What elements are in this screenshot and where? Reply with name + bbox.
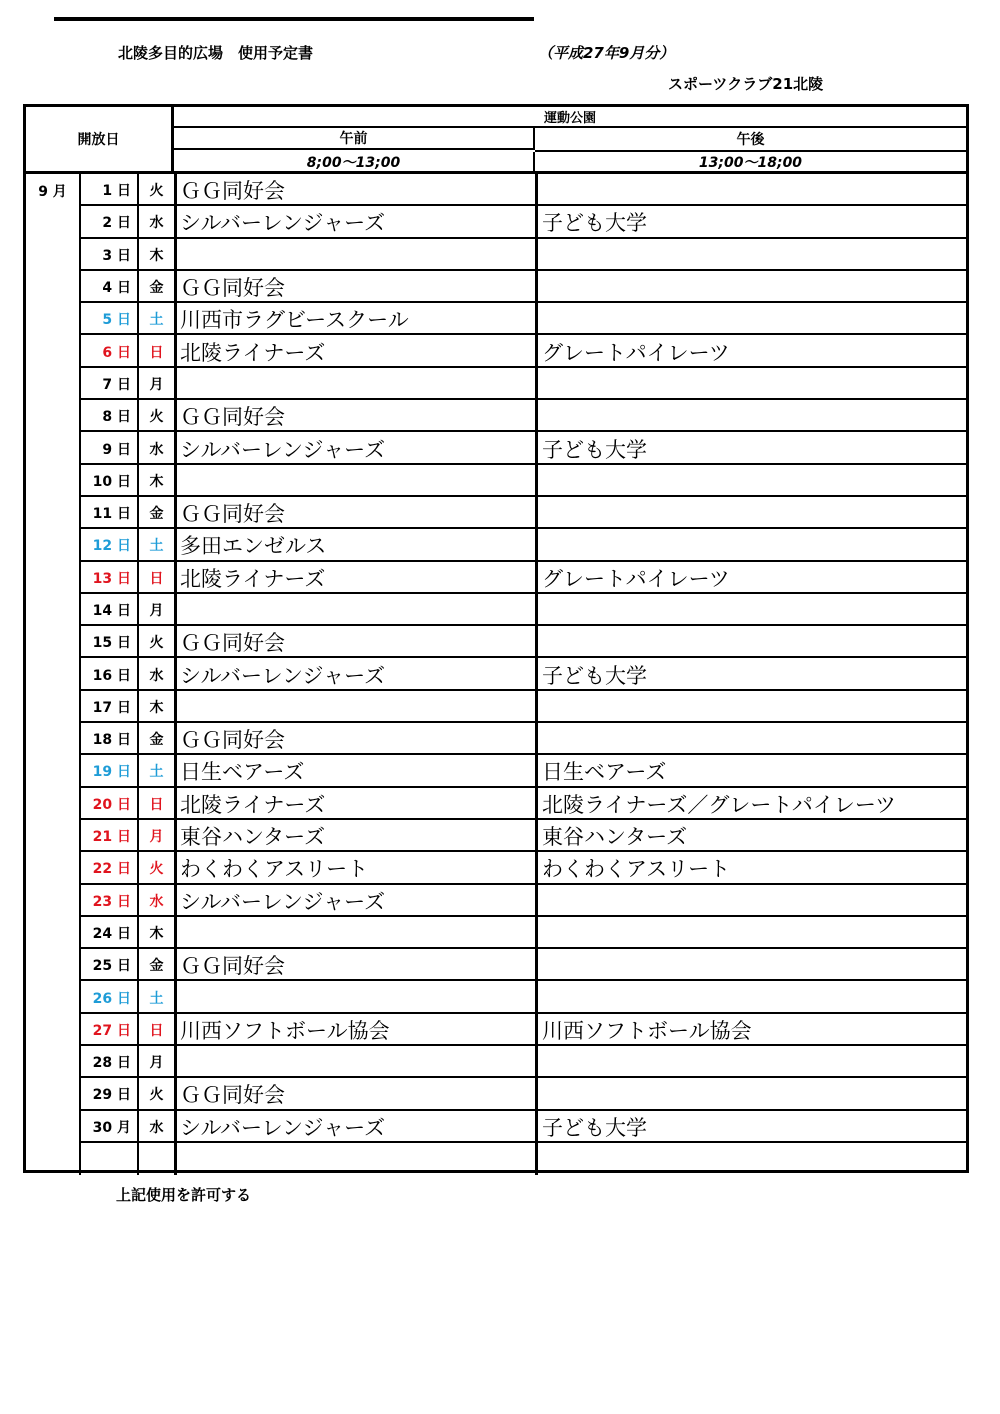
- pm-booking-cell: [535, 465, 966, 497]
- pm-booking-cell: 日生ベアーズ: [535, 755, 966, 787]
- am-booking-cell: ＧＧ同好会: [174, 949, 535, 981]
- day-cell: 20 日: [79, 788, 137, 820]
- table-row: [26, 335, 966, 367]
- table-row: [26, 626, 966, 658]
- am-booking-cell: わくわくアスリート: [174, 852, 535, 884]
- am-booking-cell: ＧＧ同好会: [174, 497, 535, 529]
- table-row: [26, 368, 966, 400]
- pm-booking-cell: 子ども大学: [535, 1111, 966, 1143]
- weekday-cell: 木: [137, 465, 174, 497]
- am-booking-cell: シルバーレンジャーズ: [174, 1111, 535, 1143]
- pm-booking-cell: [535, 271, 966, 303]
- day-cell: 9 日: [79, 432, 137, 464]
- day-cell: 15 日: [79, 626, 137, 658]
- pm-booking-cell: 北陵ライナーズ／グレートパイレーツ: [535, 788, 966, 820]
- pm-booking-cell: [535, 917, 966, 949]
- table-row: [26, 497, 966, 529]
- weekday-cell: 火: [137, 174, 174, 206]
- pm-booking-cell: [535, 691, 966, 723]
- am-booking-cell: シルバーレンジャーズ: [174, 432, 535, 464]
- weekday-cell: 木: [137, 691, 174, 723]
- pm-booking-cell: [535, 497, 966, 529]
- top-rule: [54, 17, 534, 21]
- weekday-cell: 火: [137, 1078, 174, 1110]
- am-booking-cell: 北陵ライナーズ: [174, 562, 535, 594]
- weekday-cell: 火: [137, 400, 174, 432]
- am-booking-cell: 川西市ラグビースクール: [174, 303, 535, 335]
- day-cell: 13 日: [79, 562, 137, 594]
- weekday-cell: 日: [137, 1014, 174, 1046]
- day-cell: 25 日: [79, 949, 137, 981]
- day-cell: 22 日: [79, 852, 137, 884]
- weekday-cell: 火: [137, 626, 174, 658]
- day-cell: 24 日: [79, 917, 137, 949]
- pm-booking-cell: [535, 1046, 966, 1078]
- pm-booking-cell: [535, 239, 966, 271]
- weekday-cell: 土: [137, 303, 174, 335]
- day-cell: 14 日: [79, 594, 137, 626]
- am-booking-cell: [174, 239, 535, 271]
- weekday-cell: 火: [137, 852, 174, 884]
- pm-booking-cell: グレートパイレーツ: [535, 335, 966, 367]
- table-row: [26, 755, 966, 787]
- weekday-cell: 土: [137, 755, 174, 787]
- pm-booking-cell: [535, 885, 966, 917]
- day-cell: 1 日: [79, 174, 137, 206]
- am-time: 8;00～13;00: [174, 152, 535, 171]
- weekday-cell: 土: [137, 981, 174, 1013]
- am-booking-cell: 東谷ハンターズ: [174, 820, 535, 852]
- weekday-cell: 金: [137, 497, 174, 529]
- table-row: [26, 1014, 966, 1046]
- table-row: [26, 1046, 966, 1078]
- weekday-cell: 日: [137, 562, 174, 594]
- am-booking-cell: [174, 691, 535, 723]
- day-cell: 11 日: [79, 497, 137, 529]
- month-cell: 9 月: [38, 184, 67, 200]
- open-day-header: 開放日: [26, 107, 174, 171]
- period-label: （平成27年9月分）: [538, 44, 675, 62]
- venue-header: 運動公園: [174, 107, 966, 128]
- am-booking-cell: [174, 368, 535, 400]
- day-cell: 17 日: [79, 691, 137, 723]
- day-cell: 30 月: [79, 1111, 137, 1143]
- am-booking-cell: [174, 917, 535, 949]
- weekday-cell: 水: [137, 1111, 174, 1143]
- day-cell: 10 日: [79, 465, 137, 497]
- schedule-rows: [26, 174, 966, 1175]
- day-cell: 6 日: [79, 335, 137, 367]
- am-booking-cell: ＧＧ同好会: [174, 174, 535, 206]
- table-row: [26, 465, 966, 497]
- am-booking-cell: [174, 594, 535, 626]
- pm-booking-cell: [535, 981, 966, 1013]
- am-booking-cell: ＧＧ同好会: [174, 271, 535, 303]
- weekday-cell: 金: [137, 271, 174, 303]
- pm-booking-cell: [535, 949, 966, 981]
- weekday-cell: 月: [137, 368, 174, 400]
- pm-booking-cell: [535, 400, 966, 432]
- weekday-cell: 金: [137, 949, 174, 981]
- day-cell: 19 日: [79, 755, 137, 787]
- table-row: [26, 981, 966, 1013]
- weekday-cell: [137, 1143, 174, 1175]
- am-booking-cell: シルバーレンジャーズ: [174, 206, 535, 238]
- am-booking-cell: ＧＧ同好会: [174, 400, 535, 432]
- day-cell: 5 日: [79, 303, 137, 335]
- day-cell: 28 日: [79, 1046, 137, 1078]
- day-cell: 4 日: [79, 271, 137, 303]
- weekday-cell: 月: [137, 820, 174, 852]
- day-cell: 23 日: [79, 885, 137, 917]
- table-row: [26, 562, 966, 594]
- weekday-cell: 木: [137, 917, 174, 949]
- am-booking-cell: 北陵ライナーズ: [174, 788, 535, 820]
- day-cell: 7 日: [79, 368, 137, 400]
- am-booking-cell: シルバーレンジャーズ: [174, 658, 535, 690]
- table-row: [26, 594, 966, 626]
- day-cell: 16 日: [79, 658, 137, 690]
- weekday-cell: 水: [137, 885, 174, 917]
- am-booking-cell: 北陵ライナーズ: [174, 335, 535, 367]
- pm-booking-cell: 子ども大学: [535, 432, 966, 464]
- pm-booking-cell: [535, 626, 966, 658]
- pm-booking-cell: [535, 303, 966, 335]
- pm-time: 13;00～18;00: [698, 154, 803, 171]
- table-row: [26, 949, 966, 981]
- table-row: [26, 691, 966, 723]
- am-booking-cell: 多田エンゼルス: [174, 529, 535, 561]
- weekday-cell: 土: [137, 529, 174, 561]
- table-row: [26, 658, 966, 690]
- pm-booking-cell: 川西ソフトボール協会: [535, 1014, 966, 1046]
- weekday-cell: 水: [137, 206, 174, 238]
- weekday-cell: 水: [137, 432, 174, 464]
- pm-booking-cell: [535, 174, 966, 206]
- am-booking-cell: 日生ベアーズ: [174, 755, 535, 787]
- table-row: [26, 432, 966, 464]
- day-cell: 18 日: [79, 723, 137, 755]
- pm-booking-cell: 子ども大学: [535, 658, 966, 690]
- day-cell: [79, 1143, 137, 1175]
- pm-booking-cell: [535, 594, 966, 626]
- pm-booking-cell: グレートパイレーツ: [535, 562, 966, 594]
- weekday-cell: 月: [137, 594, 174, 626]
- pm-booking-cell: 東谷ハンターズ: [535, 820, 966, 852]
- am-booking-cell: ＧＧ同好会: [174, 723, 535, 755]
- am-booking-cell: [174, 465, 535, 497]
- day-cell: 12 日: [79, 529, 137, 561]
- table-row: [26, 788, 966, 820]
- day-cell: 21 日: [79, 820, 137, 852]
- table-row: [26, 1143, 966, 1175]
- table-row: [26, 820, 966, 852]
- am-booking-cell: [174, 1046, 535, 1078]
- table-row: [26, 303, 966, 335]
- club-name: スポーツクラブ21北陵: [668, 75, 824, 93]
- table-row: [26, 529, 966, 561]
- weekday-cell: 日: [137, 788, 174, 820]
- table-row: [26, 206, 966, 238]
- am-booking-cell: シルバーレンジャーズ: [174, 885, 535, 917]
- pm-booking-cell: [535, 723, 966, 755]
- pm-booking-cell: [535, 1078, 966, 1110]
- weekday-cell: 月: [137, 1046, 174, 1078]
- approval-note: 上記使用を許可する: [116, 1186, 252, 1204]
- day-cell: 29 日: [79, 1078, 137, 1110]
- day-cell: 26 日: [79, 981, 137, 1013]
- table-row: [26, 852, 966, 884]
- day-cell: 2 日: [79, 206, 137, 238]
- table-row: [26, 917, 966, 949]
- pm-booking-cell: 子ども大学: [535, 206, 966, 238]
- schedule-table: [23, 104, 969, 1173]
- document-title: 北陵多目的広場 使用予定書: [118, 44, 314, 62]
- pm-booking-cell: [535, 529, 966, 561]
- table-row: [26, 1111, 966, 1143]
- table-row: [26, 239, 966, 271]
- am-booking-cell: ＧＧ同好会: [174, 1078, 535, 1110]
- table-row: [26, 271, 966, 303]
- table-row: [26, 723, 966, 755]
- day-cell: 8 日: [79, 400, 137, 432]
- day-cell: 27 日: [79, 1014, 137, 1046]
- table-row: [26, 400, 966, 432]
- pm-booking-cell: [535, 1143, 966, 1175]
- weekday-cell: 水: [137, 658, 174, 690]
- table-row: [26, 1078, 966, 1110]
- table-header: [26, 107, 966, 174]
- am-booking-cell: ＧＧ同好会: [174, 626, 535, 658]
- weekday-cell: 木: [137, 239, 174, 271]
- weekday-cell: 日: [137, 335, 174, 367]
- pm-booking-cell: [535, 368, 966, 400]
- am-booking-cell: [174, 1143, 535, 1175]
- pm-booking-cell: わくわくアスリート: [535, 852, 966, 884]
- am-booking-cell: 川西ソフトボール協会: [174, 1014, 535, 1046]
- table-row: [26, 174, 966, 206]
- table-row: [26, 885, 966, 917]
- pm-header: 午後: [535, 128, 966, 152]
- day-cell: 3 日: [79, 239, 137, 271]
- am-header: 午前: [174, 128, 535, 150]
- am-booking-cell: [174, 981, 535, 1013]
- weekday-cell: 金: [137, 723, 174, 755]
